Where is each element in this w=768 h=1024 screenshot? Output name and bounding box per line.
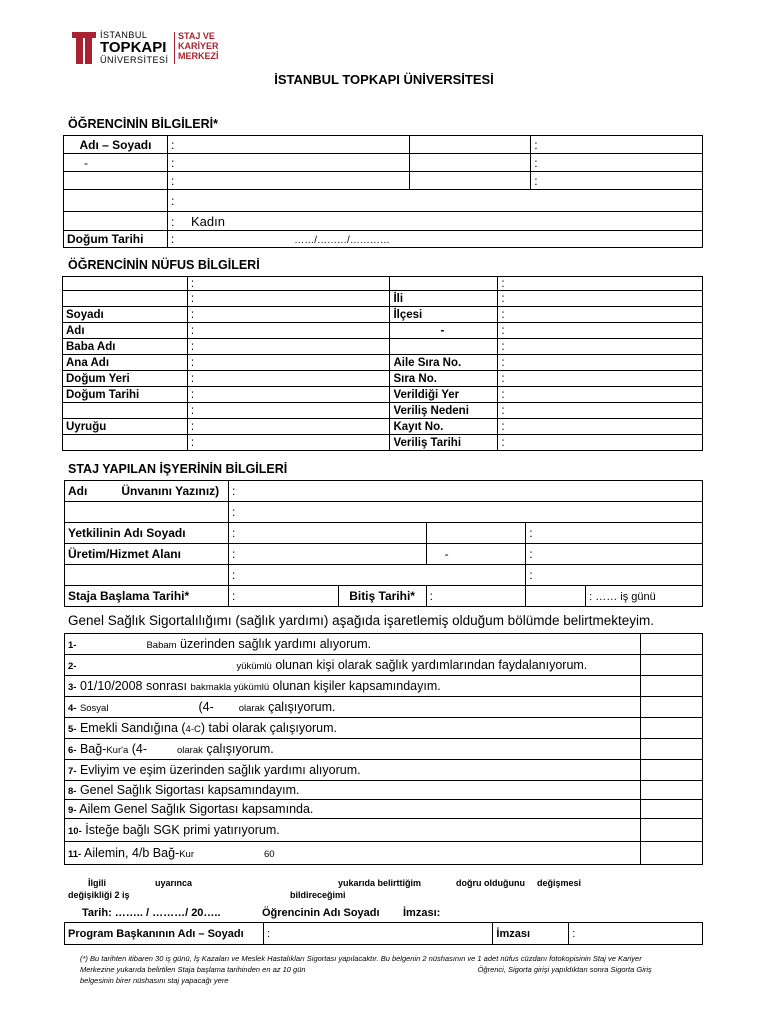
- student-row3-value-b[interactable]: :: [531, 172, 703, 190]
- nufus-right-label: -: [390, 323, 498, 339]
- nufus-row: [63, 435, 703, 451]
- employer-name-hint: Ünvanını Yazınız): [121, 484, 220, 498]
- nufus-row: [63, 291, 703, 307]
- gss-option-3: 3- 01/10/2008 sonrası bakmakla yükümlü olunan kişiler kapsamındayım.: [65, 676, 703, 697]
- footnote: [80, 953, 700, 986]
- footnote-line-1: (*) Bu tarihten itibaren 30 iş günü, İş Kazaları ve Meslek Hastalıkları Sigortası yapılacaktır. Bu belgenin 2 nüshasının ve 1 adet nüfus cüzdanı fotokopisinin Staj ve Kariyer: [80, 954, 642, 963]
- nufus-row: [63, 277, 703, 291]
- employer-field-dash[interactable]: -: [426, 544, 526, 565]
- gss-option-3-checkbox[interactable]: [640, 676, 702, 697]
- gss-option-5: 5- Emekli Sandığına (4-C) tabi olarak çalışıyorum.: [65, 718, 703, 739]
- nufus-left-label: Soyadı: [63, 307, 188, 323]
- employer-row5-value[interactable]: :: [228, 565, 525, 586]
- decl-word-6: değişikliği 2 iş: [68, 890, 130, 900]
- dob-placeholder: ……/………/…………: [294, 235, 390, 246]
- nufus-right-label: Veriliş Tarihi: [390, 435, 498, 451]
- nufus-section-title: ÖĞRENCİNİN NÜFUS BİLGİLERİ: [68, 258, 260, 272]
- nufus-right-value[interactable]: :: [498, 387, 703, 403]
- gss-option-4-checkbox[interactable]: [640, 697, 702, 718]
- decl-word-2: uyarınca: [155, 878, 193, 888]
- nufus-right-label: İli: [390, 291, 498, 307]
- employer-info-table: [64, 480, 703, 607]
- student-row4-value[interactable]: :: [167, 190, 702, 212]
- logo-divider: [174, 32, 175, 64]
- employer-row5-value-b[interactable]: :: [526, 565, 703, 586]
- nufus-right-label: Verildiği Yer: [390, 387, 498, 403]
- employer-row2-label: [65, 502, 229, 523]
- student-cell-value[interactable]: :: [531, 136, 703, 154]
- nufus-left-label: [63, 435, 188, 451]
- nufus-left-value[interactable]: :: [187, 403, 390, 419]
- nufus-right-label: [390, 339, 498, 355]
- nufus-right-value[interactable]: :: [498, 371, 703, 387]
- logo-big-text: TOPKAPI: [100, 39, 167, 56]
- nufus-left-label: Doğum Yeri: [63, 371, 188, 387]
- gender-text: Kadın: [190, 213, 225, 229]
- nufus-right-value[interactable]: :: [498, 307, 703, 323]
- student-gender-label: [64, 212, 168, 231]
- logo-staj-text: [178, 31, 219, 61]
- nufus-right-value[interactable]: :: [498, 435, 703, 451]
- logo-bottom-text: ÜNİVERSİTESİ: [100, 55, 169, 65]
- employer-auth-value-b[interactable]: :: [526, 523, 703, 544]
- employer-auth-blank[interactable]: [426, 523, 526, 544]
- nufus-row: [63, 323, 703, 339]
- employer-start-label: Staja Başlama Tarihi*: [65, 586, 229, 607]
- employer-field-value-b[interactable]: :: [526, 544, 703, 565]
- student-dob-label: Doğum Tarihi: [64, 231, 168, 248]
- student-info-table: [63, 135, 703, 248]
- nufus-row: [63, 419, 703, 435]
- gss-option-6: 6- Bağ-Kur'a (4- olarak çalışıyorum.: [65, 739, 703, 760]
- nufus-left-value[interactable]: :: [187, 419, 390, 435]
- gss-option-8: 8- Genel Sağlık Sigortası kapsamındayım.: [65, 781, 703, 800]
- nufus-row: [63, 387, 703, 403]
- student-cell-blank[interactable]: [409, 136, 531, 154]
- gss-option-10: 10- İsteğe bağlı SGK primi yatırıyorum.: [65, 819, 703, 842]
- logo-staj-line-2: KARİYER: [178, 41, 219, 51]
- nufus-row: [63, 403, 703, 419]
- gss-option-6-checkbox[interactable]: [640, 739, 702, 760]
- employer-row2-value[interactable]: :: [228, 502, 702, 523]
- nufus-left-label: Doğum Tarihi: [63, 387, 188, 403]
- student-section-title: ÖĞRENCİNİN BİLGİLERİ*: [68, 117, 219, 131]
- nufus-right-label: İlçesi: [390, 307, 498, 323]
- gss-option-4: 4- Sosyal (4- olarak çalışıyorum.: [65, 697, 703, 718]
- student-row4-label: [64, 190, 168, 212]
- student-name-label: Adı – Soyadı: [64, 136, 168, 154]
- nufus-right-value[interactable]: :: [498, 419, 703, 435]
- university-logo: [72, 30, 222, 70]
- nufus-right-label: [390, 277, 498, 291]
- logo-small-text: İSTANBUL: [100, 30, 148, 40]
- nufus-right-value[interactable]: :: [498, 323, 703, 339]
- gss-option-2-checkbox[interactable]: [640, 655, 702, 676]
- student-row2-value[interactable]: :: [167, 154, 409, 172]
- employer-auth-value[interactable]: :: [228, 523, 426, 544]
- decl-word-5: değişmesi: [537, 878, 582, 888]
- gss-option-1: 1- Babam üzerinden sağlık yardımı alıyorum.: [65, 634, 703, 655]
- nufus-left-value[interactable]: :: [187, 277, 390, 291]
- nufus-right-value[interactable]: :: [498, 339, 703, 355]
- decl-word-7: bildireceğimi: [290, 890, 346, 900]
- student-row3-value[interactable]: :: [167, 172, 409, 190]
- gss-option-9-checkbox[interactable]: [640, 800, 702, 819]
- gss-option-10-checkbox[interactable]: [640, 819, 702, 842]
- nufus-info-table: [62, 276, 703, 451]
- student-row2-blank[interactable]: [409, 154, 531, 172]
- tower-logo-icon: [72, 32, 96, 64]
- employer-auth-label: Yetkilinin Adı Soyadı: [65, 523, 229, 544]
- employer-start-value[interactable]: :: [228, 586, 338, 607]
- program-head-label: Program Başkanının Adı – Soyadı: [65, 923, 264, 945]
- logo-staj-line-3: MERKEZİ: [178, 51, 219, 61]
- nufus-row: [63, 355, 703, 371]
- gss-intro-text: Genel Sağlık Sigortalılığımı (sağlık yardımı) aşağıda işaretlemiş olduğum bölümde belirtmekteyim.: [68, 613, 654, 628]
- nufus-left-label: [63, 403, 188, 419]
- student-row3-label: [64, 172, 168, 190]
- employer-row5-label: [65, 565, 229, 586]
- student-name-signature-label: Öğrencinin Adı Soyadı: [262, 907, 380, 919]
- nufus-left-label: [63, 291, 188, 307]
- nufus-right-label: Veriliş Nedeni: [390, 403, 498, 419]
- nufus-left-value[interactable]: :: [187, 307, 390, 323]
- nufus-row: [63, 307, 703, 323]
- employer-days-value[interactable]: : …… iş günü: [586, 586, 703, 607]
- page-title: İSTANBUL TOPKAPI ÜNİVERSİTESİ: [274, 72, 494, 87]
- nufus-right-value[interactable]: :: [498, 277, 703, 291]
- nufus-left-value[interactable]: :: [187, 371, 390, 387]
- program-head-sign-label: İmzası: [493, 923, 569, 945]
- nufus-row: [63, 371, 703, 387]
- student-dob-value[interactable]: : ……/………/…………: [167, 231, 702, 248]
- employer-name-text: Adı: [68, 484, 88, 498]
- decl-word-3: yukarıda belirttiğim: [338, 878, 422, 888]
- employer-end-blank[interactable]: [526, 586, 586, 607]
- gss-option-11: 11- Ailemin, 4/b Bağ-Kur 60: [65, 842, 703, 865]
- nufus-left-label: Adı: [63, 323, 188, 339]
- nufus-left-value[interactable]: :: [187, 387, 390, 403]
- gss-options-table: [64, 633, 703, 865]
- employer-section-title: STAJ YAPILAN İŞYERİNİN BİLGİLERİ: [68, 462, 288, 476]
- nufus-right-label: Aile Sıra No.: [390, 355, 498, 371]
- nufus-left-value[interactable]: :: [187, 435, 390, 451]
- nufus-left-value[interactable]: :: [187, 291, 390, 307]
- student-row2-value-b[interactable]: :: [531, 154, 703, 172]
- student-row3-blank[interactable]: [409, 172, 531, 190]
- gss-option-11-checkbox[interactable]: [640, 842, 702, 865]
- employer-end-value[interactable]: :: [426, 586, 526, 607]
- logo-university-text: [100, 30, 169, 65]
- nufus-right-value[interactable]: :: [498, 403, 703, 419]
- student-row2-label: -: [64, 154, 168, 172]
- program-head-sign-value[interactable]: :: [569, 923, 703, 945]
- student-gender-value[interactable]: : Kadın: [167, 212, 702, 231]
- nufus-left-value[interactable]: :: [187, 323, 390, 339]
- nufus-row: [63, 339, 703, 355]
- student-signature-label: İmzası:: [403, 907, 441, 919]
- gss-option-8-checkbox[interactable]: [640, 781, 702, 800]
- gss-option-1-checkbox[interactable]: [640, 634, 702, 655]
- nufus-right-value[interactable]: :: [498, 291, 703, 307]
- date-line[interactable]: Tarih: …….. / ………/ 20…..: [82, 907, 221, 919]
- student-name-value[interactable]: :: [167, 136, 409, 154]
- gss-option-9: 9- Ailem Genel Sağlık Sigortası kapsamında.: [65, 800, 703, 819]
- nufus-left-label: [63, 277, 188, 291]
- employer-name-label: [65, 481, 229, 502]
- gss-option-5-checkbox[interactable]: [640, 718, 702, 739]
- nufus-left-value[interactable]: :: [187, 355, 390, 371]
- nufus-right-label: Kayıt No.: [390, 419, 498, 435]
- footnote-line-2: Merkezine yukarıda belirtilen Staja başlama tarihinden en az 10 gün Öğrenci, Sigorta girişi yapıldıktan sonra Sigorta Giriş: [80, 965, 652, 974]
- employer-field-value[interactable]: :: [228, 544, 426, 565]
- gss-option-2: 2- yükümlü olunan kişi olarak sağlık yardımlarından faydalanıyorum.: [65, 655, 703, 676]
- footnote-line-3: belgesinin birer nüshasını staj yapacağı yere: [80, 976, 229, 985]
- nufus-left-label: Baba Adı: [63, 339, 188, 355]
- nufus-left-label: Uyruğu: [63, 419, 188, 435]
- gss-option-7: 7- Evliyim ve eşim üzerinden sağlık yardımı alıyorum.: [65, 760, 703, 781]
- approval-table: [64, 922, 703, 945]
- logo-staj-line-1: STAJ VE: [178, 31, 215, 41]
- decl-word-4: doğru olduğunu: [456, 878, 525, 888]
- employer-end-label: Bitiş Tarihi*: [338, 586, 426, 607]
- employer-field-label: Üretim/Hizmet Alanı: [65, 544, 229, 565]
- decl-word-1: İlgili: [88, 878, 106, 888]
- nufus-right-value[interactable]: :: [498, 355, 703, 371]
- nufus-left-label: Ana Adı: [63, 355, 188, 371]
- program-head-value[interactable]: :: [263, 923, 492, 945]
- nufus-right-label: Sıra No.: [390, 371, 498, 387]
- gss-option-7-checkbox[interactable]: [640, 760, 702, 781]
- employer-name-value[interactable]: :: [228, 481, 702, 502]
- nufus-left-value[interactable]: :: [187, 339, 390, 355]
